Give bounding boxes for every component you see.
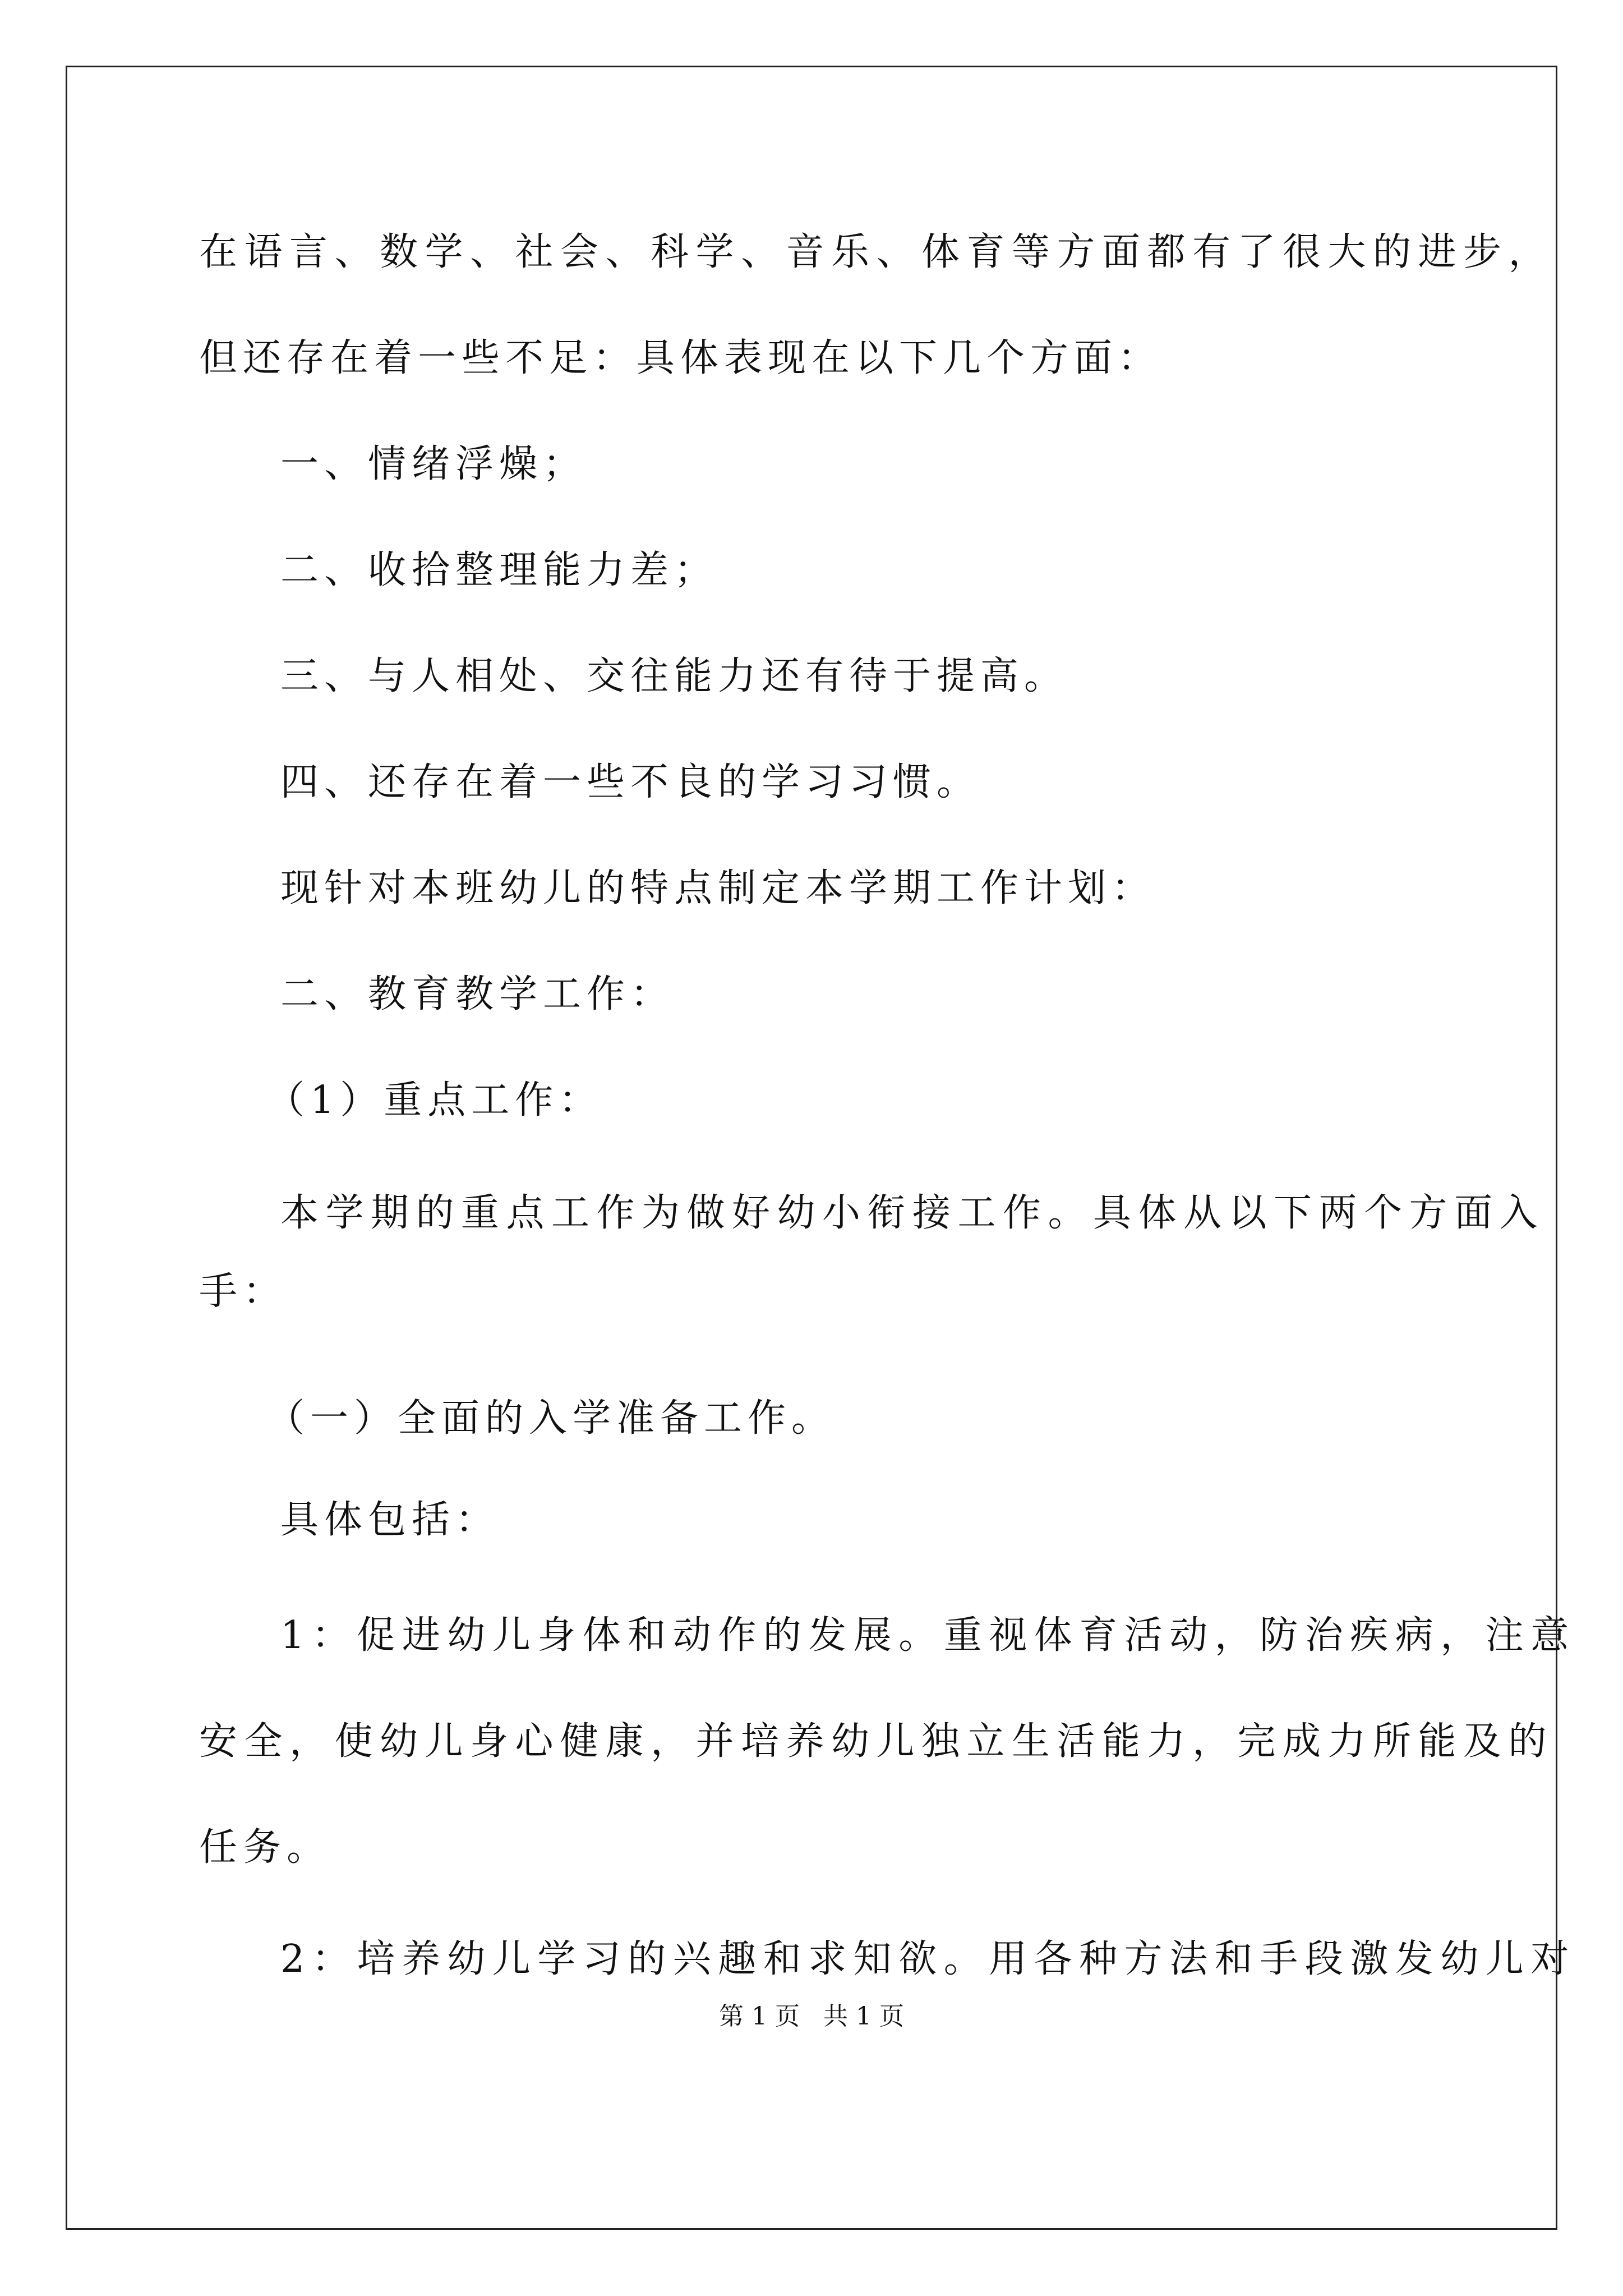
page-footer: 第 1 页 共 1 页 (719, 2002, 904, 2031)
paragraph-line: 任务。 (199, 1825, 331, 1870)
paragraph-line: 安全，使幼儿身心健康，并培养幼儿独立生活能力，完成力所能及的 (199, 1719, 1554, 1764)
list-item: 三、与人相处、交往能力还有待于提高。 (280, 654, 1068, 698)
paragraph-line: 本学期的重点工作为做好幼小衔接工作。具体从以下两个方面入 (280, 1191, 1545, 1235)
paragraph-line: 2：培养幼儿学习的兴趣和求知欲。用各种方法和手段激发幼儿对 (280, 1937, 1576, 1981)
section-heading: 二、教育教学工作： (280, 972, 675, 1016)
subsection-heading: （一）全面的入学准备工作。 (266, 1396, 836, 1441)
paragraph-line: 但还存在着一些不足：具体表现在以下几个方面： (199, 336, 1162, 380)
page-border (66, 66, 1557, 2230)
list-item: 四、还存在着一些不良的学习习惯。 (280, 760, 981, 804)
list-item: 一、情绪浮燥； (280, 442, 587, 486)
paragraph-line: 在语言、数学、社会、科学、音乐、体育等方面都有了很大的进步， (199, 230, 1554, 274)
paragraph-line: 手： (199, 1269, 287, 1314)
list-item: 二、收拾整理能力差； (280, 548, 718, 592)
paragraph-line: 具体包括： (280, 1498, 500, 1542)
subsection-heading: （1）重点工作： (266, 1078, 603, 1122)
paragraph-line: 1：促进幼儿身体和动作的发展。重视体育活动，防治疾病，注意 (280, 1613, 1576, 1658)
paragraph-line: 现针对本班幼儿的特点制定本学期工作计划： (280, 866, 1156, 910)
